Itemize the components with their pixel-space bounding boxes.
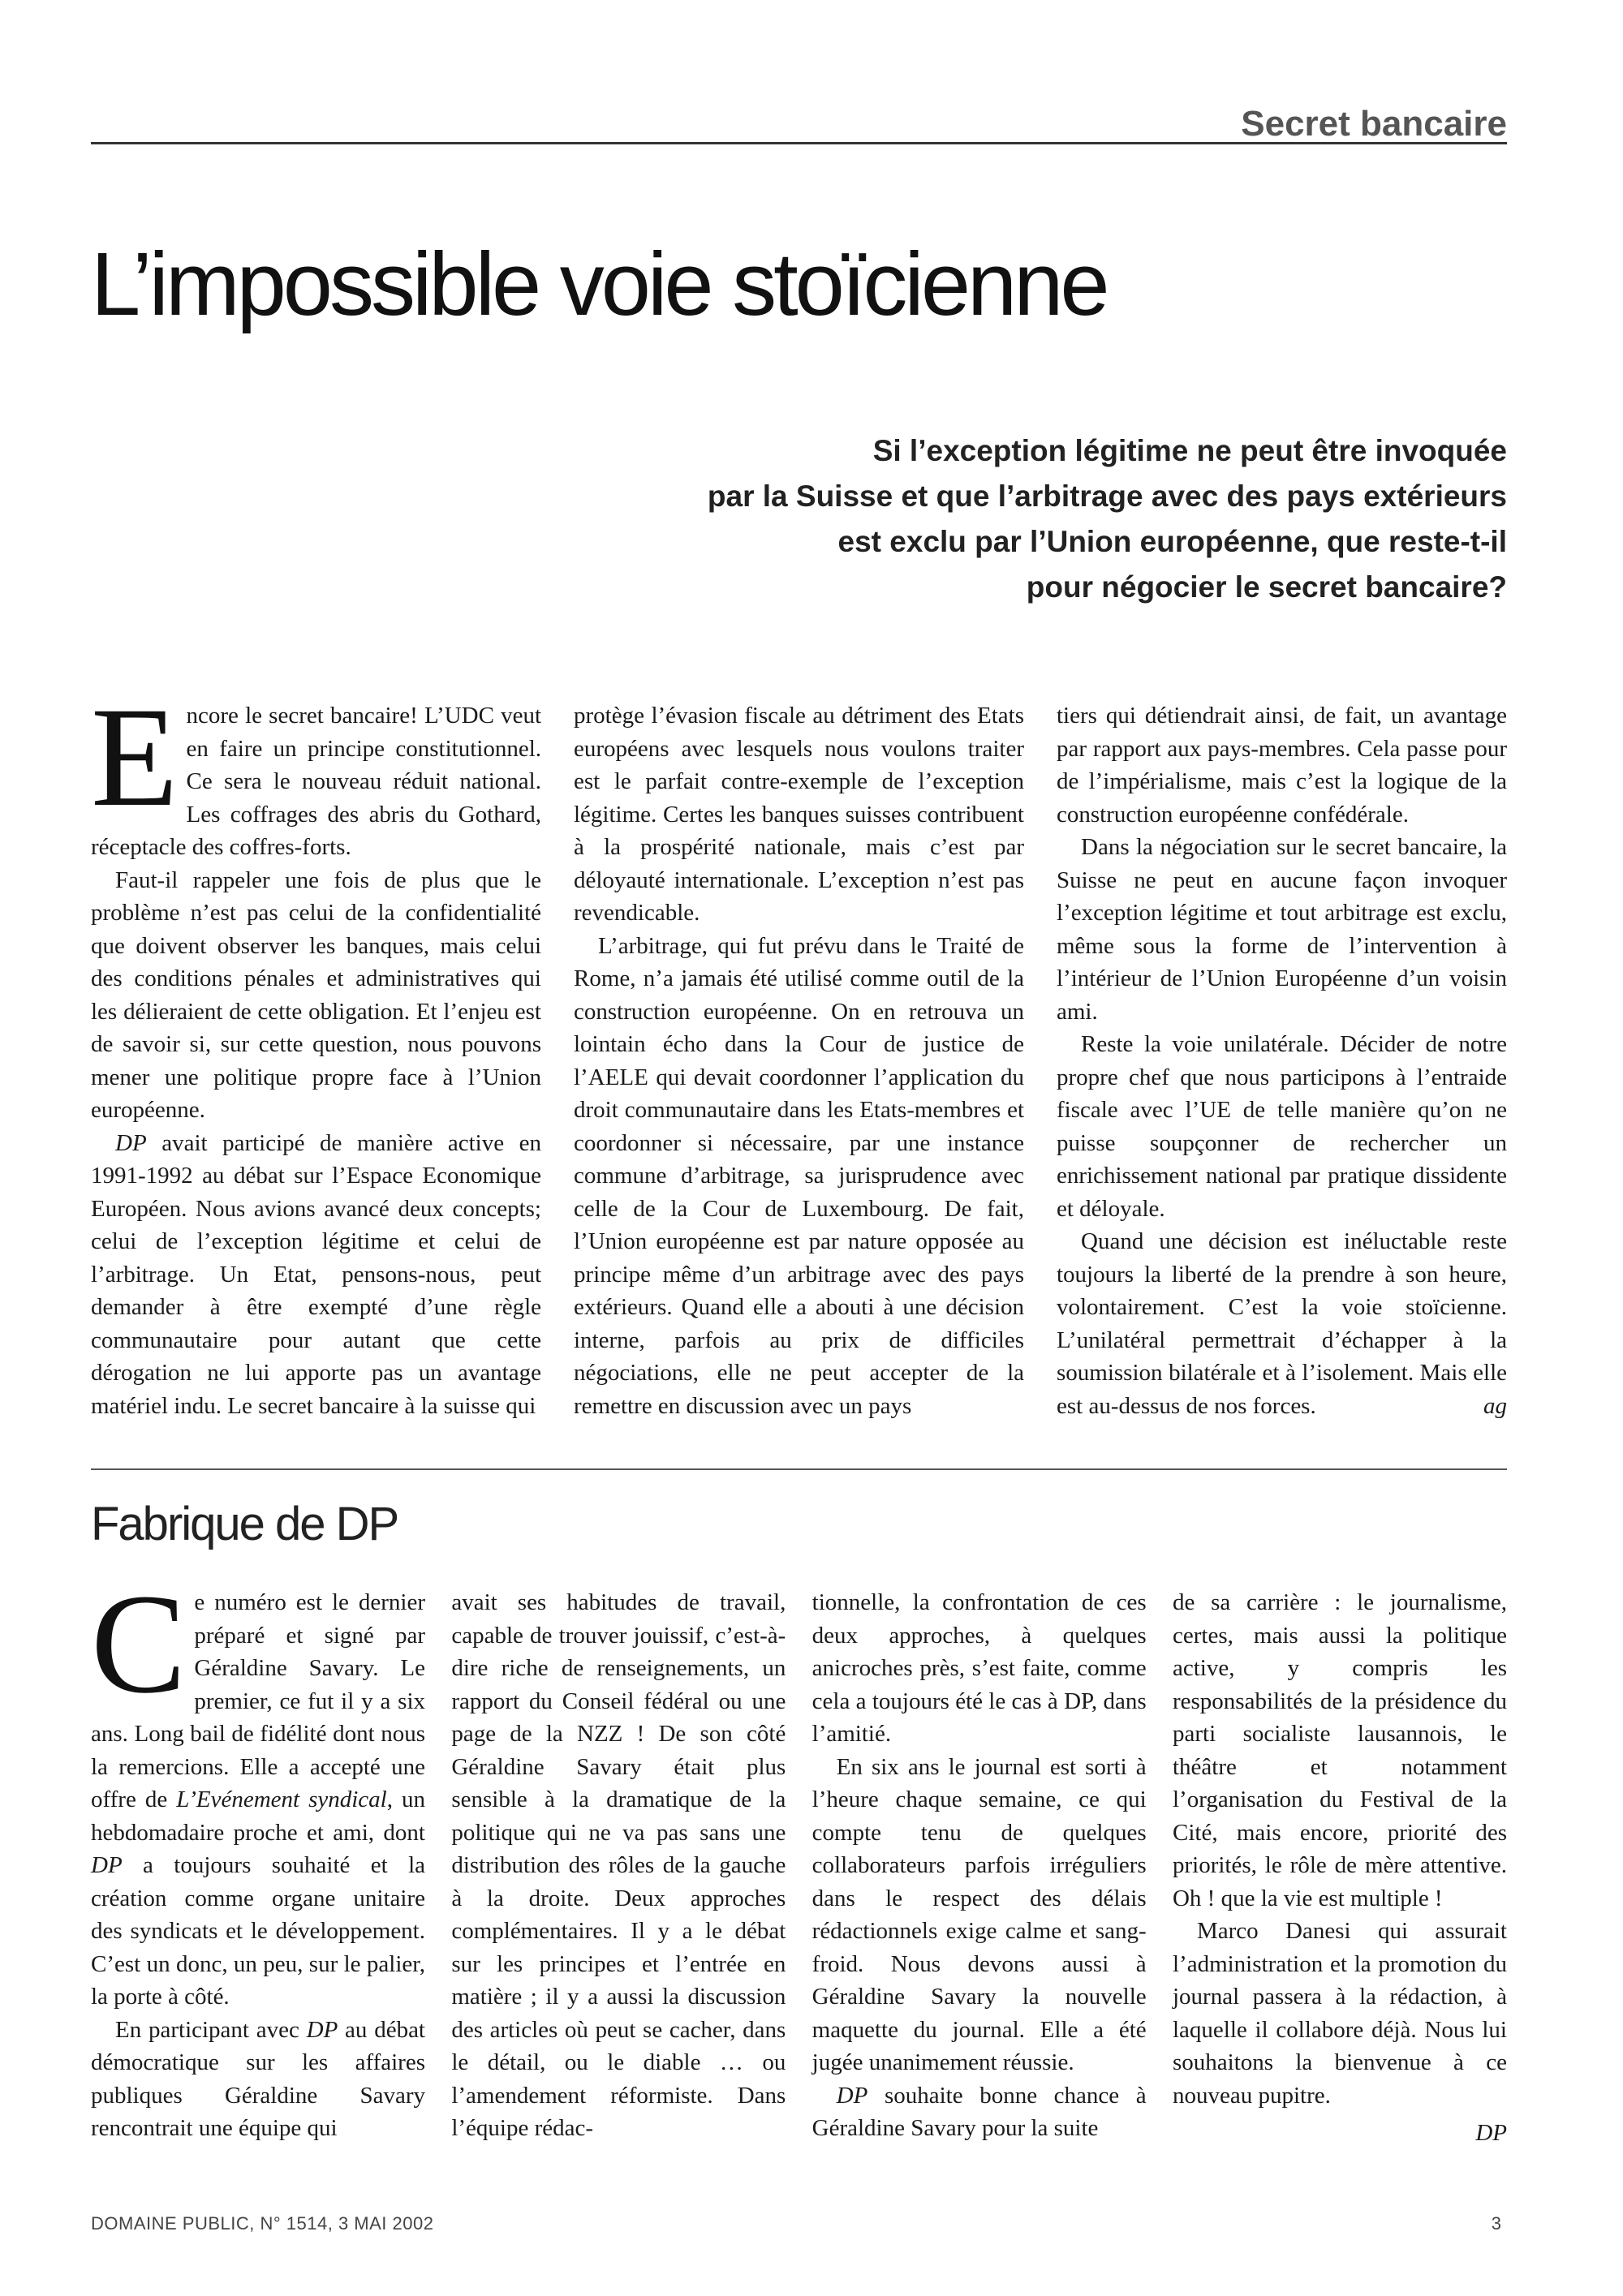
- fabrique-paragraph: En six ans le journal est sorti à l’heure chaque semaine, ce qui compte tenu de quelques collaborateurs parfois irréguliers dans le respect des délais rédactionnels exige calme et sang-froid. Nous devons aussi à Géraldine Savary la nouvelle maquette du journal. Elle a été jugée unanimement réussie.: [812, 1753, 1147, 2075]
- article-column-2: [574, 699, 1024, 1430]
- fabrique-paragraph: Marco Danesi qui assurait l’administration et la promotion du journal passera à la rédaction, à laquelle il collabore déjà. Nous lui souhaitons la bienvenue à ce nouveau pupitre.: [1172, 1918, 1507, 2109]
- article-paragraph: Quand une décision est inéluctable reste toujours la liberté de la prendre à son heure, volontairement. C’est la voie stoïcienne. L’unilatéral permettrait d’échapper à la soumission bilatérale et à l’isolement. Mais elle est au-dessus de nos forces. ag: [1057, 1225, 1507, 1422]
- section-label: Secret bancaire: [1241, 104, 1507, 144]
- section-divider: [91, 1468, 1507, 1470]
- drop-cap: E: [91, 678, 179, 836]
- fabrique-paragraph: En participant avec DP au débat démocratique sur les affaires publiques Géraldine Savary rencontrait une équipe qui: [91, 2016, 425, 2141]
- article-body: [91, 678, 1507, 1430]
- article-title: L’impossible voie stoïcienne: [91, 234, 1107, 334]
- fabrique-column-4: [1173, 1586, 1507, 2170]
- article-paragraph: Encore le secret bancaire! L’UDC veut en faire un principe constitutionnel. Ce sera le nouveau réduit national. Les coffrages des abris du Gothard, réceptacle des coffres-forts.: [91, 678, 541, 860]
- article-paragraph: DP avait participé de manière active en 1991-1992 au débat sur l’Espace Economique Européen. Nous avions avancé deux concepts; celui de l’exception légitime et celui de l’arbitrage. Un Etat, pensons-nous, peut demander à être exempté d’une règle communautaire pour autant que cette dérogation ne lui apporte pas un avantage matériel indu. Le secret bancaire à la suisse qui: [91, 1129, 541, 1419]
- fabrique-signature: DP: [1475, 2120, 1507, 2146]
- lead-line: pour négocier le secret bancaire?: [1026, 570, 1507, 604]
- lead-line: est exclu par l’Union européenne, que reste-t-il: [837, 525, 1507, 558]
- fabrique-column-3: [812, 1586, 1147, 2170]
- article-paragraph: tiers qui détiendrait ainsi, de fait, un avantage par rapport aux pays-membres. Cela passe pour de l’impérialisme, mais c’est la logique de la construction européenne confédérale.: [1057, 703, 1507, 828]
- article-paragraph: protège l’évasion fiscale au détriment des Etats européens avec lesquels nous voulons traiter est le parfait contre-exemple de l’exception légitime. Certes les banques suisses contribuent à la prospérité nationale, mais c’est par déloyauté internationale. L’exception n’est pas revendicable.: [574, 703, 1024, 926]
- article-lead: [452, 428, 1507, 610]
- footer-publication: DOMAINE PUBLIC, N° 1514, 3 MAI 2002: [91, 2213, 434, 2234]
- article-column-1: [91, 678, 541, 1430]
- page-number: 3: [1491, 2213, 1501, 2234]
- fabrique-paragraph: tionnelle, la confrontation de ces deux approches, à quelques anicroches près, s’est faite, comme cela a toujours été le cas à DP, dans l’amitié.: [812, 1589, 1147, 1747]
- drop-cap: C: [91, 1565, 187, 1723]
- article-paragraph: Reste la voie unilatérale. Décider de notre propre chef que nous participons à l’entraide fiscale avec l’UE de telle manière qu’on ne puisse soupçonner de rechercher un enrichissement national par pratique dissidente et déloyale.: [1057, 1031, 1507, 1222]
- top-rule: [91, 142, 1507, 144]
- fabrique-paragraph: Ce numéro est le dernier préparé et signé par Géraldine Savary. Le premier, ce fut il y a six ans. Long bail de fidélité dont nous la remercions. Elle a accepté une offre de L’Evénement syndical, un hebdomadaire proche et ami, dont DP a toujours souhaité et la création comme organe unitaire des syndicats et le développement. C’est un donc, un peu, sur le palier, la porte à côté.: [91, 1565, 425, 2010]
- article-paragraph: Dans la négociation sur le secret bancaire, la Suisse ne peut en aucune façon invoquer l’exception légitime et tout arbitrage est exclu, même sous la forme de l’intervention à l’intérieur de l’Union Européenne d’un voisin ami.: [1057, 834, 1507, 1025]
- fabrique-paragraph: de sa carrière : le journalisme, certes, mais aussi la politique active, y compris les responsabilités de la présidence du parti socialiste lausannois, le théâtre et notamment l’organisation du Festival de la Cité, mais encore, priorité des priorités, le rôle de mère attentive. Oh ! que la vie est multiple !: [1172, 1589, 1507, 1911]
- lead-line: par la Suisse et que l’arbitrage avec des pays extérieurs: [707, 479, 1507, 513]
- fabrique-column-1: [91, 1565, 425, 2170]
- article-paragraph: L’arbitrage, qui fut prévu dans le Traité de Rome, n’a jamais été utilisé comme outil de la construction européenne. On en retrouva un lointain écho dans la Cour de justice de l’AELE qui devait coordonner l’application du droit communautaire dans les Etats-membres et coordonner si nécessaire, par une instance commune d’arbitrage, sa jurisprudence avec celle de la Cour de Luxembourg. De fait, l’Union européenne est par nature opposée au principe même d’un arbitrage avec des pays extérieurs. Quand elle a abouti à une décision interne, parfois au prix de difficiles négociations, elle ne peut accepter de la remettre en discussion avec un pays: [574, 932, 1024, 1419]
- fabrique-paragraph: avait ses habitudes de travail, capable de trouver jouissif, c’est-à-dire riche de renseignements, un rapport du Conseil fédéral ou une page de la NZZ ! De son côté Géraldine Savary était plus sensible à la dramatique de la politique qui ne va pas sans une distribution des rôles de la gauche à la droite. Deux approches complémentaires. Il y a le débat sur les principes et l’entrée en matière ; il y a aussi la discussion des articles où peut se cacher, dans le détail, ou le diable … ou l’amendement réformiste. Dans l’équipe rédac-: [451, 1589, 786, 2141]
- fabrique-title: Fabrique de DP: [91, 1498, 398, 1550]
- fabrique-column-2: [451, 1586, 786, 2170]
- fabrique-body: [91, 1565, 1507, 2170]
- article-signature: ag: [1483, 1392, 1507, 1419]
- article-paragraph: Faut-il rappeler une fois de plus que le problème n’est pas celui de la confidentialité que doivent observer les banques, mais celui des conditions pénales et administratives qui les délieraient de cette obligation. Et l’enjeu est de savoir si, sur cette question, nous pouvons mener une politique propre face à l’Union européenne.: [91, 866, 541, 1123]
- lead-line: Si l’exception légitime ne peut être invoquée: [872, 434, 1507, 467]
- article-column-3: [1057, 699, 1507, 1430]
- fabrique-paragraph: DP souhaite bonne chance à Géraldine Savary pour la suite: [812, 2082, 1147, 2141]
